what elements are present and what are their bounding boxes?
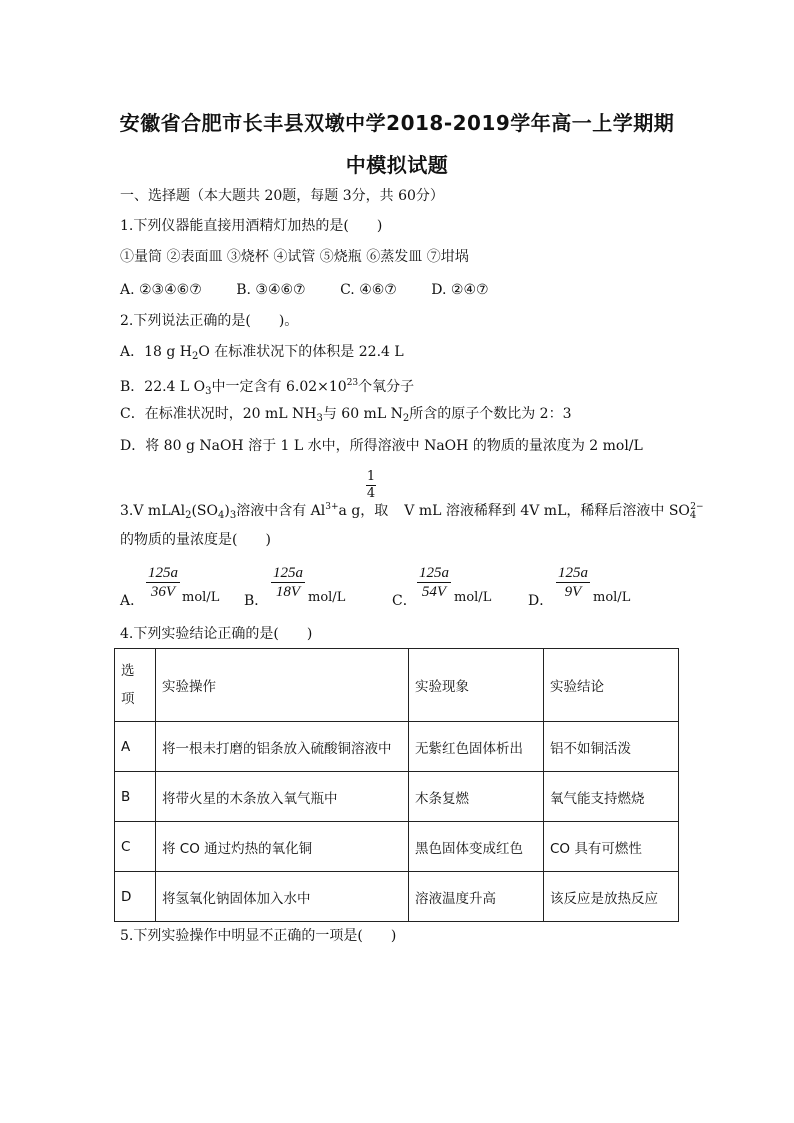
header-option [115, 649, 156, 722]
q1-options [120, 280, 519, 300]
q3-choice-a-unit: mol/L [182, 590, 220, 605]
table-row [115, 872, 679, 922]
row-operation: 将一根未打磨的铝条放入硫酸铜溶液中 [156, 722, 409, 772]
q2-b-text-end: 个氧分子 [358, 379, 415, 395]
q2-b-text: B．22.4 L O [120, 379, 206, 395]
q3-choice-b-numerator: 125a [273, 565, 303, 581]
q4-table [114, 648, 679, 922]
header-option-1: 选 [121, 663, 135, 679]
row-phenomenon: 无紫红色固体析出 [409, 722, 544, 772]
q5-stem: 5.下列实验操作中明显不正确的一项是( ) [120, 928, 397, 944]
q3-fraction-denominator: 4 [366, 486, 376, 501]
q1-items: ①量筒 ②表面皿 ③烧杯 ④试管 ⑤烧瓶 ⑥蒸发皿 ⑦坩埚 [120, 249, 469, 265]
q3-text-a: 3.V mLAl [120, 503, 186, 519]
q3-sub-3: 3 [229, 510, 237, 521]
q2-a-subscript: 2 [192, 351, 199, 362]
q2-a-text-end: O 在标准状况下的体积是 22.4 L [198, 344, 404, 360]
q3-choice-c-denominator: 54V [421, 584, 447, 600]
q3-sup-2: 2− [690, 502, 704, 512]
q3-choice-a-fraction [146, 564, 180, 601]
q2-b-superscript: 23 [346, 378, 359, 388]
q2-b-text-mid: 中一定含有 6.02×10 [211, 379, 347, 395]
table-row [115, 772, 679, 822]
q3-choice-d-fraction [556, 564, 590, 601]
q3-choice-b-label: B． [244, 593, 269, 609]
q3-stem-line-2: 的物质的量浓度是( ) [120, 532, 271, 548]
q2-c-text-end: 所含的原子个数比为 2：3 [409, 406, 572, 422]
q1-stem: 1.下列仪器能直接用酒精灯加热的是( ) [120, 218, 383, 234]
q2-c-subscript-1: 3 [316, 413, 323, 424]
table-row [115, 722, 679, 772]
row-option: C [115, 822, 156, 872]
q3-choice-d-unit: mol/L [593, 590, 631, 605]
q3-choice-a-denominator: 36V [150, 584, 176, 600]
q1-option-b: B. ③④⑥⑦ [236, 282, 306, 298]
row-conclusion: CO 具有可燃性 [544, 822, 679, 872]
q3-text-d: 溶液中含有 Al [236, 503, 326, 519]
section-heading: 一、选择题（本大题共 20题，每题 3分，共 60分） [120, 188, 444, 204]
q3-text-e: a g，取 [338, 503, 389, 519]
row-operation: 将氢氧化钠固体加入水中 [156, 872, 409, 922]
row-conclusion: 铝不如铜活泼 [544, 722, 679, 772]
row-option: B [115, 772, 156, 822]
q3-choice-a-numerator: 125a [148, 565, 178, 581]
q3-choice-d-denominator: 9V [564, 584, 582, 600]
row-conclusion: 氧气能支持燃烧 [544, 772, 679, 822]
q3-choice-d-numerator: 125a [558, 565, 588, 581]
q3-choice-c-fraction [417, 564, 451, 601]
q3-choice-d-label: D． [528, 593, 554, 609]
q1-option-a: A. ②③④⑥⑦ [120, 282, 202, 298]
q2-option-d: D．将 80 g NaOH 溶于 1 L 水中，所得溶液中 NaOH 的物质的量浓度为 2 mol/L [120, 438, 643, 454]
row-phenomenon: 黑色固体变成红色 [409, 822, 544, 872]
q2-c-text-mid: 与 60 mL N [322, 406, 403, 422]
q2-a-text: A．18 g H [120, 344, 192, 360]
row-phenomenon: 木条复燃 [409, 772, 544, 822]
q3-choice-c-unit: mol/L [454, 590, 492, 605]
q1-option-d: D. ②④⑦ [431, 282, 489, 298]
q3-sub-2: 4 [217, 510, 225, 521]
q3-choice-b-denominator: 18V [275, 584, 301, 600]
q3-choice-b-unit: mol/L [308, 590, 346, 605]
q3-sup-1: 3+ [325, 502, 339, 512]
row-operation: 将 CO 通过灼热的氧化铜 [156, 822, 409, 872]
q2-option-c [120, 404, 571, 429]
q3-text-c: ) [224, 503, 230, 519]
q2-option-b [120, 373, 414, 402]
q2-option-a [120, 342, 404, 367]
header-operation: 实验操作 [156, 649, 409, 722]
page-title-line-1: 安徽省合肥市长丰县双墩中学2018-2019学年高一上学期期 [119, 111, 675, 135]
row-operation: 将带火星的木条放入氧气瓶中 [156, 772, 409, 822]
row-option: A [115, 722, 156, 772]
q3-sub-1: 2 [185, 510, 192, 521]
q2-c-text: C．在标准状况时，20 mL NH [120, 406, 317, 422]
q4-stem: 4.下列实验结论正确的是( ) [120, 626, 313, 642]
q3-text-b: (SO [191, 503, 218, 519]
table-header-row [115, 649, 679, 722]
q3-text-f: V mL 溶液稀释到 4V mL，稀释后溶液中 SO [404, 503, 690, 519]
row-phenomenon: 溶液温度升高 [409, 872, 544, 922]
header-conclusion: 实验结论 [544, 649, 679, 722]
q1-option-c: C. ④⑥⑦ [340, 282, 397, 298]
q3-choice-a-label: A． [120, 593, 145, 609]
q2-stem: 2.下列说法正确的是( )。 [120, 313, 299, 329]
q3-fraction-numerator: 1 [366, 469, 376, 484]
header-phenomenon: 实验现象 [409, 649, 544, 722]
q3-stem [120, 497, 704, 526]
q2-b-subscript: 3 [205, 386, 212, 397]
row-conclusion: 该反应是放热反应 [544, 872, 679, 922]
q3-choice-c-label: C． [392, 593, 417, 609]
q3-choice-c-numerator: 125a [419, 565, 449, 581]
table-row [115, 822, 679, 872]
q3-sub-4: 4 [689, 510, 697, 521]
q2-c-subscript-2: 2 [402, 413, 410, 424]
header-option-2: 项 [121, 691, 135, 707]
q3-choice-b-fraction [271, 564, 305, 601]
page-title-line-2: 中模拟试题 [345, 153, 449, 177]
row-option: D [115, 872, 156, 922]
